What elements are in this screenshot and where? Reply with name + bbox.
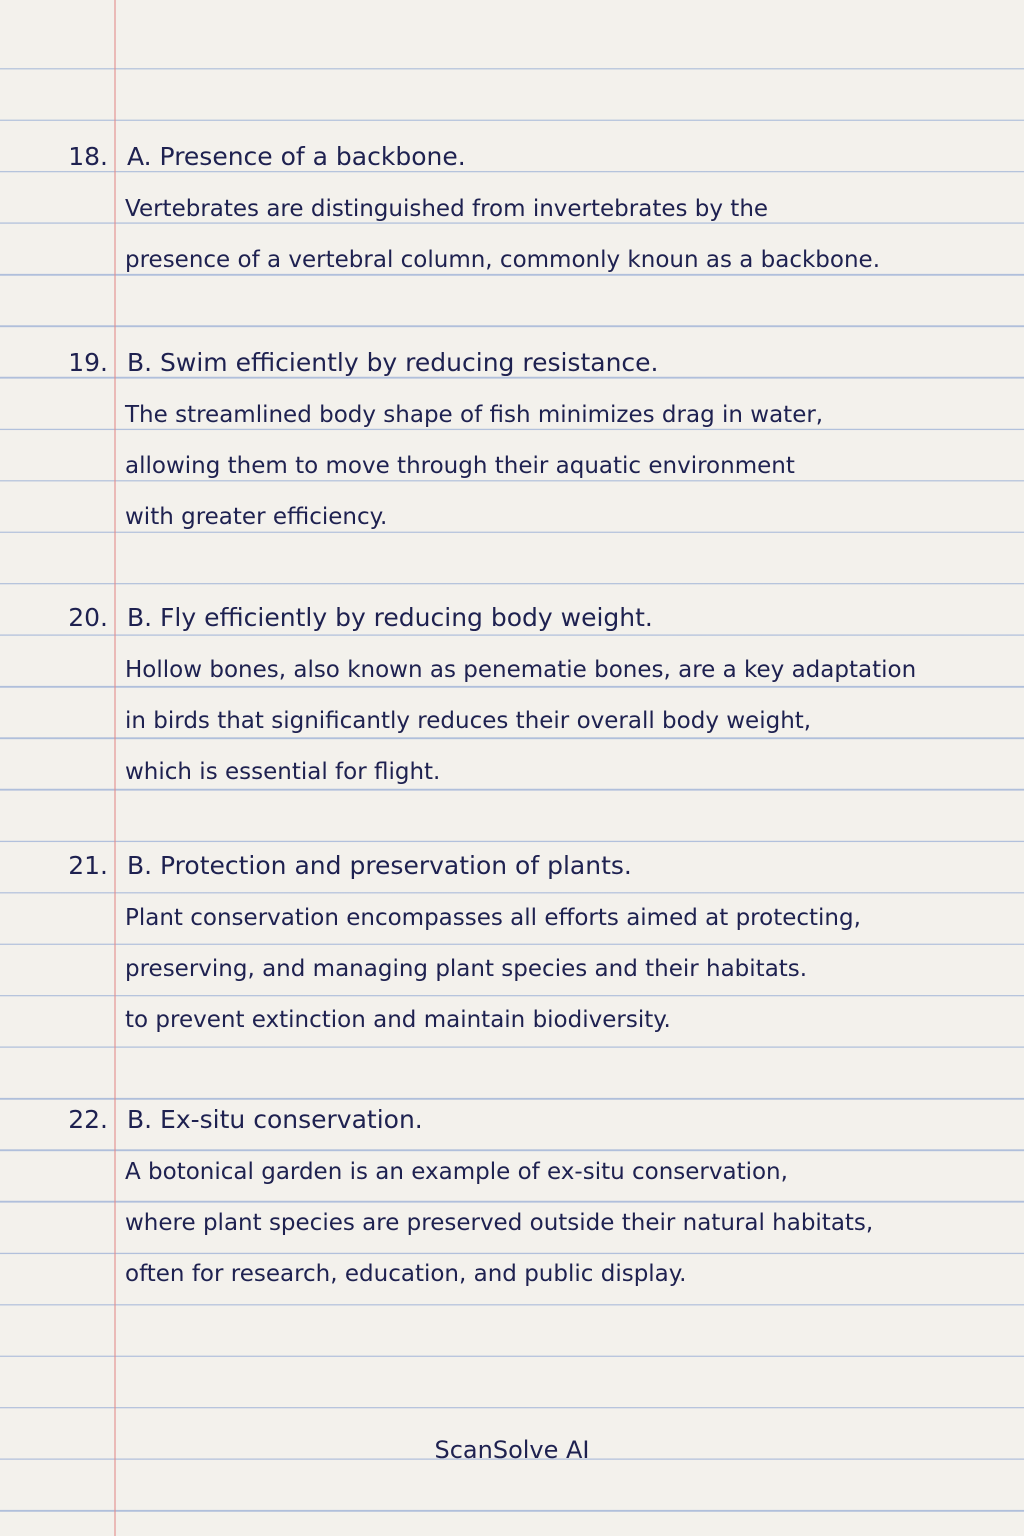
explanation-line: allowing them to move through their aquatic environment (125, 453, 795, 479)
question-number: 21. (68, 851, 108, 880)
explanation-line: which is essential for flight. (125, 759, 441, 785)
explanation-line: with greater efficiency. (125, 504, 388, 530)
explanation-line: where plant species are preserved outside their natural habitats, (125, 1210, 874, 1236)
question-number: 19. (68, 348, 108, 377)
question-number: 18. (68, 142, 108, 171)
question-number: 20. (68, 603, 108, 632)
explanation-line: in birds that significantly reduces their overall body weight, (125, 708, 812, 734)
answer-heading: B. Protection and preservation of plants. (127, 851, 632, 880)
answer-heading: B. Fly efficiently by reducing body weight. (127, 603, 653, 632)
answer-heading: A. Presence of a backbone. (127, 142, 466, 171)
question-number: 22. (68, 1105, 108, 1134)
explanation-line: Vertebrates are distinguished from invertebrates by the (125, 196, 769, 222)
brand-footer: ScanSolve AI (434, 1436, 590, 1464)
explanation-line: often for research, education, and public display. (125, 1261, 687, 1287)
explanation-line: Plant conservation encompasses all efforts aimed at protecting, (125, 905, 861, 931)
explanation-line: to prevent extinction and maintain biodiversity. (125, 1007, 671, 1033)
answer-heading: B. Swim efficiently by reducing resistance. (127, 348, 659, 377)
explanation-line: presence of a vertebral column, commonly knoun as a backbone. (125, 247, 881, 273)
explanation-line: Hollow bones, also known as penematie bones, are a key adaptation (125, 657, 917, 683)
explanation-line: The streamlined body shape of fish minimizes drag in water, (125, 402, 824, 428)
answer-heading: B. Ex-situ conservation. (127, 1105, 423, 1134)
explanation-line: preserving, and managing plant species and their habitats. (125, 956, 808, 982)
explanation-line: A botonical garden is an example of ex-situ conservation, (125, 1159, 788, 1185)
